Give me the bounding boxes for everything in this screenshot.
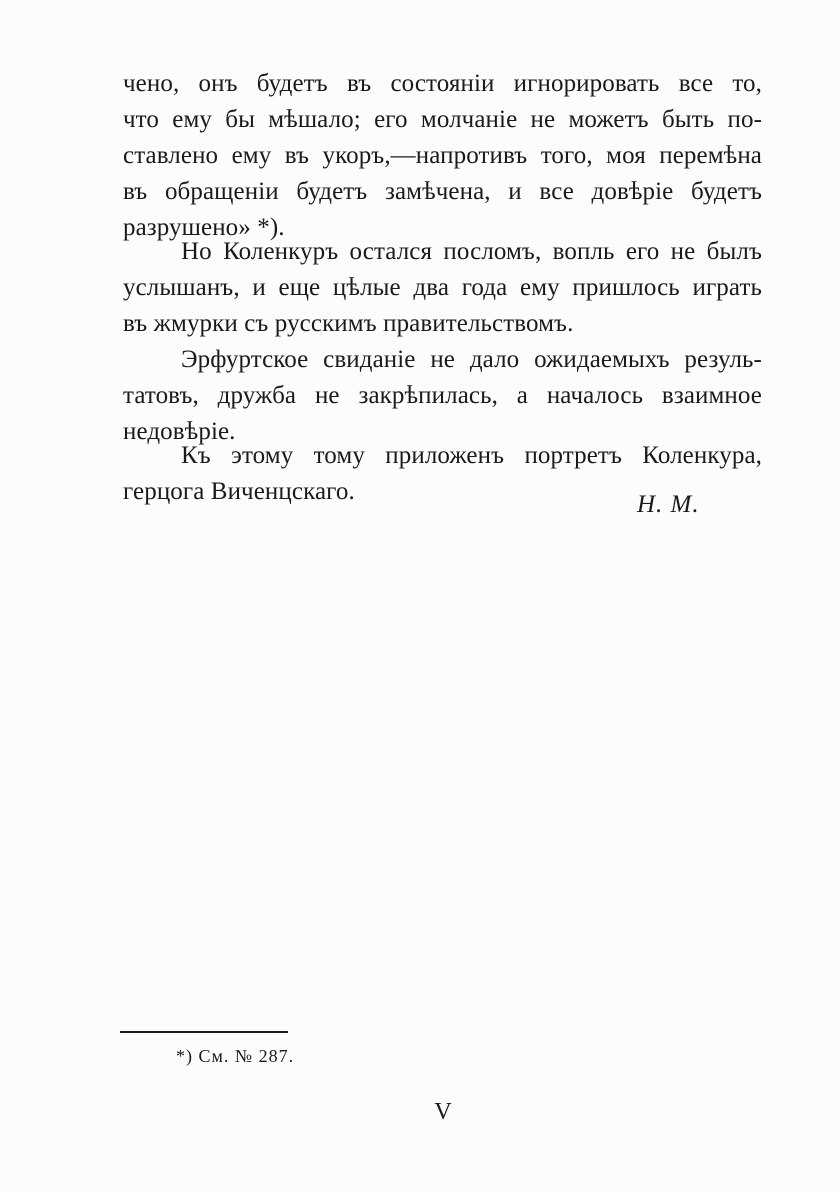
text-line: разрушено» *). — [123, 214, 285, 241]
footnote: *) См. № 287. — [176, 1046, 295, 1066]
text-line: герцога Виченцскаго. — [123, 478, 355, 505]
signature: Н. М. — [637, 491, 700, 518]
text-line: что ему бы мѣшало; его молчанiе не можетъ быть по- — [123, 106, 762, 133]
paragraph-first-line: Къ этому тому приложенъ портретъ Коленкура, — [181, 442, 762, 469]
paragraph-first-line: Эрфуртское свиданiе не дало ожидаемыхъ резуль- — [181, 346, 762, 373]
text-line: услышанъ, и еще цѣлые два года ему пришлось играть — [123, 274, 762, 301]
text-line: татовъ, дружба не закрѣпилась, а началось взаимное — [123, 382, 762, 409]
footnote-divider — [120, 1031, 288, 1033]
paragraph-first-line: Но Коленкуръ остался посломъ, вопль его не былъ — [181, 238, 762, 265]
text-line: въ обращенiи будетъ замѣчена, и все довѣрiе будетъ — [123, 178, 762, 205]
text-line: ставлено ему въ укоръ,—напротивъ того, моя перемѣна — [123, 142, 762, 169]
text-line: въ жмурки съ русскимъ правительствомъ. — [123, 310, 574, 337]
page-number: V — [434, 1099, 452, 1125]
text-line: чено, онъ будетъ въ состоянiи игнорировать все то, — [123, 70, 762, 97]
text-line: недовѣрiе. — [123, 418, 236, 445]
